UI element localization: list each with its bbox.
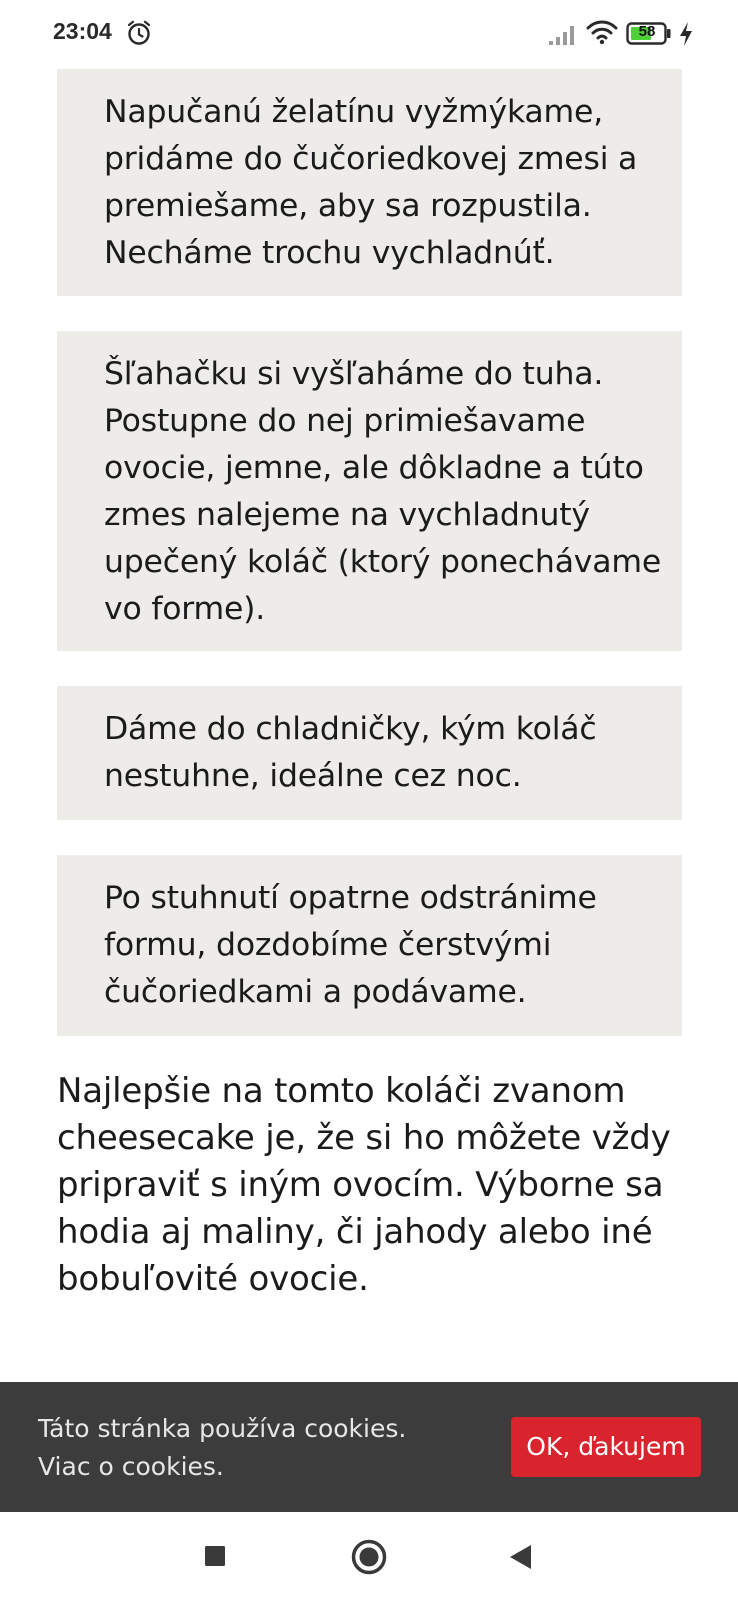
recipe-step	[57, 69, 682, 296]
alarm-icon	[125, 19, 153, 47]
home-icon[interactable]	[350, 1538, 388, 1576]
charging-bolt-icon	[678, 21, 694, 47]
recipe-step-text: Šľahačku si vyšľaháme do tuha. Postupne do nej primiešavame ovocie, jemne, ale dôkladne a túto zmes nalejeme na vychladnutý upečený koláč (ktorý ponechávame vo forme).	[104, 356, 662, 627]
battery-level: 58	[638, 23, 656, 40]
recents-icon[interactable]	[203, 1544, 227, 1568]
cookie-notice	[38, 1410, 406, 1486]
status-bar	[0, 0, 738, 66]
cookie-notice-text: Táto stránka používa cookies.	[38, 1414, 407, 1443]
back-icon[interactable]	[507, 1543, 533, 1571]
recipe-step-text: Napučanú želatínu vyžmýkame, pridáme do čučoriedkovej zmesi a premiešame, aby sa rozpustila. Necháme trochu vychladnúť.	[104, 94, 638, 271]
recipe-step-text: Po stuhnutí opatrne odstránime formu, dozdobíme čerstvými čučoriedkami a podávame.	[104, 880, 597, 1010]
article-paragraph: Najlepšie na tomto koláči zvanom cheesecake je, že si ho môžete vždy pripraviť s iným ovocím. Výborne sa hodia aj maliny, či jahody alebo iné bobuľovité ovocie.	[57, 1071, 671, 1299]
recipe-step-text: Dáme do chladničky, kým koláč nestuhne, ideálne cez noc.	[104, 711, 597, 794]
signal-icon	[548, 22, 578, 46]
recipe-step	[57, 686, 682, 820]
status-time: 23:04	[53, 18, 112, 44]
recipe-step	[57, 855, 682, 1036]
cookie-accept-button[interactable]: OK, ďakujem	[511, 1417, 701, 1477]
cookie-more-link[interactable]: Viac o cookies.	[38, 1452, 224, 1481]
recipe-step	[57, 331, 682, 651]
wifi-icon	[586, 19, 618, 45]
cookie-banner	[0, 1382, 738, 1512]
navigation-bar	[0, 1512, 738, 1600]
